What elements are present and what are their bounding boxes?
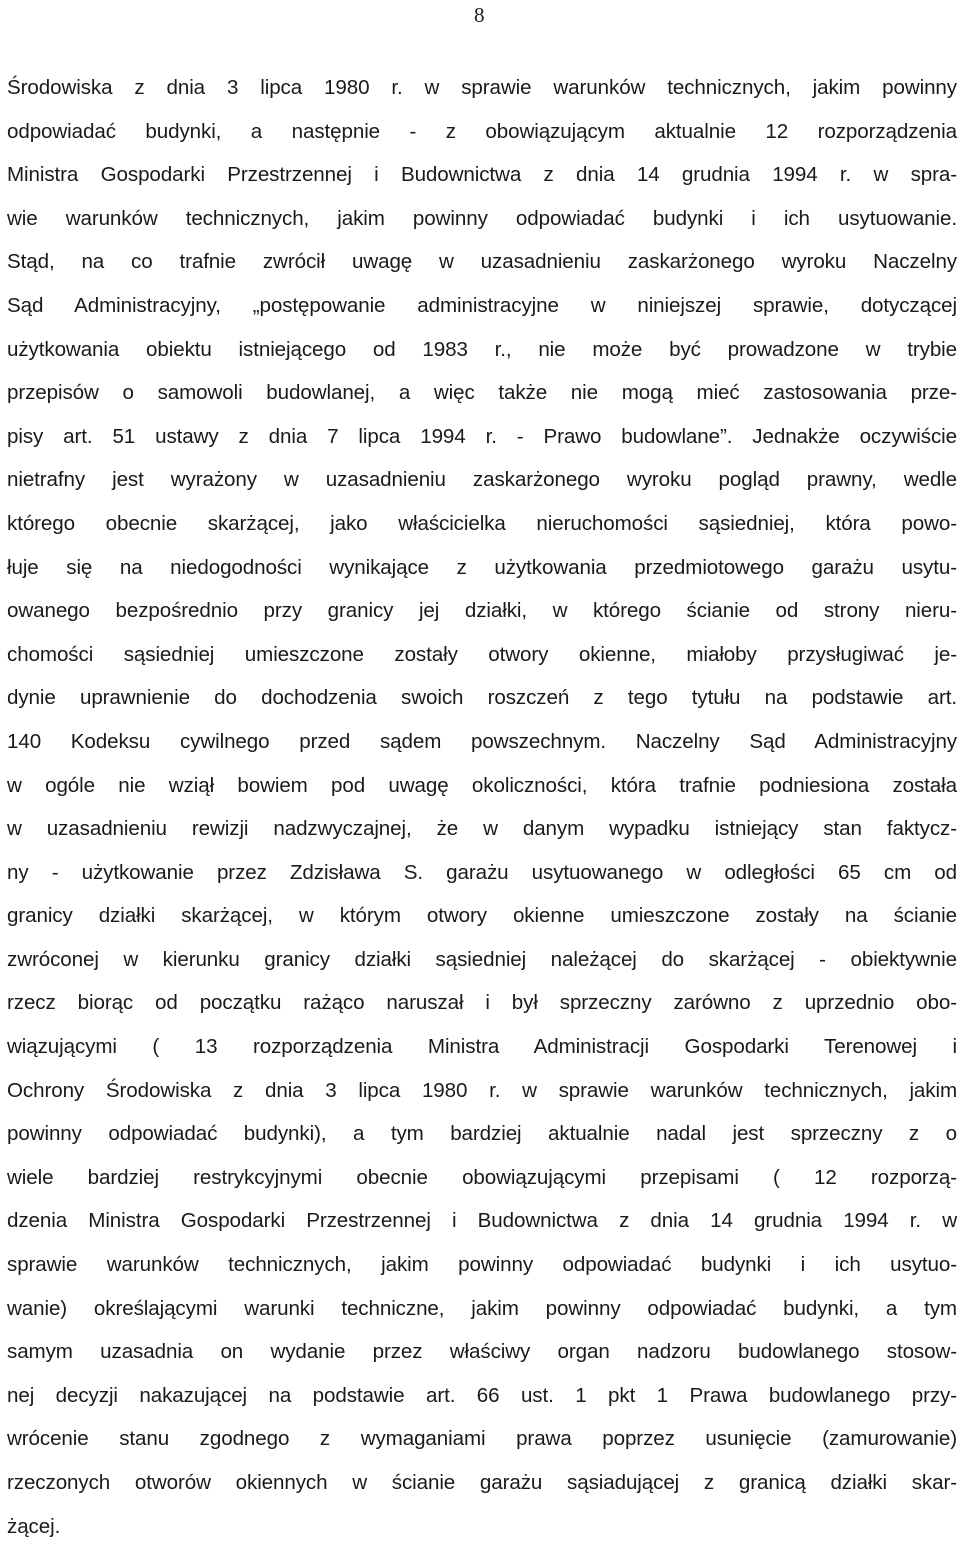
text-line: powinny odpowiadać budynki), a tym bardziej aktualnie nadal jest sprzeczny z o: [7, 1122, 957, 1146]
text-line: w uzasadnieniu rewizji nadzwyczajnej, że w danym wypadku istniejący stan faktycz-: [7, 817, 957, 841]
text-line: wanie) określającymi warunki techniczne, jakim powinny odpowiadać budynki, a tym: [7, 1296, 957, 1320]
text-line: 140 Kodeksu cywilnego przed sądem powszechnym. Naczelny Sąd Administracyjny: [7, 729, 957, 753]
text-line: żącej.: [7, 1514, 61, 1538]
text-line: użytkowania obiektu istniejącego od 1983 r., nie może być prowadzone w trybie: [7, 337, 957, 361]
text-line: chomości sąsiedniej umieszczone zostały otwory okienne, miałoby przysługiwać je-: [7, 642, 957, 666]
text-line: zwróconej w kierunku granicy działki sąsiedniej należącej do skarżącej - obiektywnie: [7, 947, 957, 971]
text-line: pisy art. 51 ustawy z dnia 7 lipca 1994 r. - Prawo budowlane”. Jednakże oczywiście: [7, 424, 957, 448]
text-line: granicy działki skarżącej, w którym otwory okienne umieszczone zostały na ścianie: [7, 904, 957, 928]
text-line: nietrafny jest wyrażony w uzasadnieniu zaskarżonego wyroku pogląd prawny, wedle: [7, 468, 957, 492]
text-line: wiele bardziej restrykcyjnymi obecnie obowiązującymi przepisami ( 12 rozporzą-: [7, 1165, 957, 1189]
text-line: wrócenie stanu zgodnego z wymaganiami prawa poprzez usunięcie (zamurowanie): [7, 1427, 957, 1451]
text-line: wie warunków technicznych, jakim powinny odpowiadać budynki i ich usytuowanie.: [7, 206, 957, 230]
text-line: dzenia Ministra Gospodarki Przestrzennej i Budownictwa z dnia 14 grudnia 1994 r. w: [7, 1209, 957, 1233]
text-line: wiązującymi ( 13 rozporządzenia Ministra Administracji Gospodarki Terenowej i: [7, 1035, 957, 1059]
text-line: ny - użytkowanie przez Zdzisława S. garażu usytuowanego w odległości 65 cm od: [7, 860, 957, 884]
text-line: dynie uprawnienie do dochodzenia swoich roszczeń z tego tytułu na podstawie art.: [7, 686, 957, 710]
text-line: nej decyzji nakazującej na podstawie art. 66 ust. 1 pkt 1 Prawa budowlanego przy-: [7, 1383, 957, 1407]
body-paragraph: [7, 66, 957, 1548]
text-line: łuje się na niedogodności wynikające z użytkowania przedmiotowego garażu usytu-: [7, 555, 957, 579]
text-line: Sąd Administracyjny, „postępowanie administracyjne w niniejszej sprawie, dotyczącej: [7, 293, 957, 317]
text-line: którego obecnie skarżącej, jako właścicielka nieruchomości sąsiedniej, która powo-: [7, 511, 957, 535]
text-line: Ministra Gospodarki Przestrzennej i Budownictwa z dnia 14 grudnia 1994 r. w spra-: [7, 163, 957, 187]
text-line: samym uzasadnia on wydanie przez właściwy organ nadzoru budowlanego stosow-: [7, 1340, 957, 1364]
text-line: rzeczonych otworów okiennych w ścianie garażu sąsiadującej z granicą działki skar-: [7, 1471, 957, 1494]
text-line: przepisów o samowoli budowlanej, a więc także nie mogą mieć zastosowania prze-: [7, 381, 957, 405]
text-line: Stąd, na co trafnie zwrócił uwagę w uzasadnieniu zaskarżonego wyroku Naczelny: [7, 250, 957, 274]
text-line: Ochrony Środowiska z dnia 3 lipca 1980 r. w sprawie warunków technicznych, jakim: [7, 1078, 957, 1102]
text-line: odpowiadać budynki, a następnie - z obowiązującym aktualnie 12 rozporządzenia: [7, 119, 957, 143]
text-line: w ogóle nie wziął bowiem pod uwagę okoliczności, która trafnie podniesiona została: [7, 773, 957, 797]
page-number: 8: [474, 3, 485, 27]
text-line: Środowiska z dnia 3 lipca 1980 r. w sprawie warunków technicznych, jakim powinny: [7, 76, 957, 99]
text-line: owanego bezpośrednio przy granicy jej działki, w którego ścianie od strony nieru-: [7, 599, 957, 623]
text-line: rzecz biorąc od początku rażąco naruszał i był sprzeczny zarówno z uprzednio obo-: [7, 991, 957, 1015]
text-line: sprawie warunków technicznych, jakim powinny odpowiadać budynki i ich usytuo-: [7, 1253, 957, 1277]
